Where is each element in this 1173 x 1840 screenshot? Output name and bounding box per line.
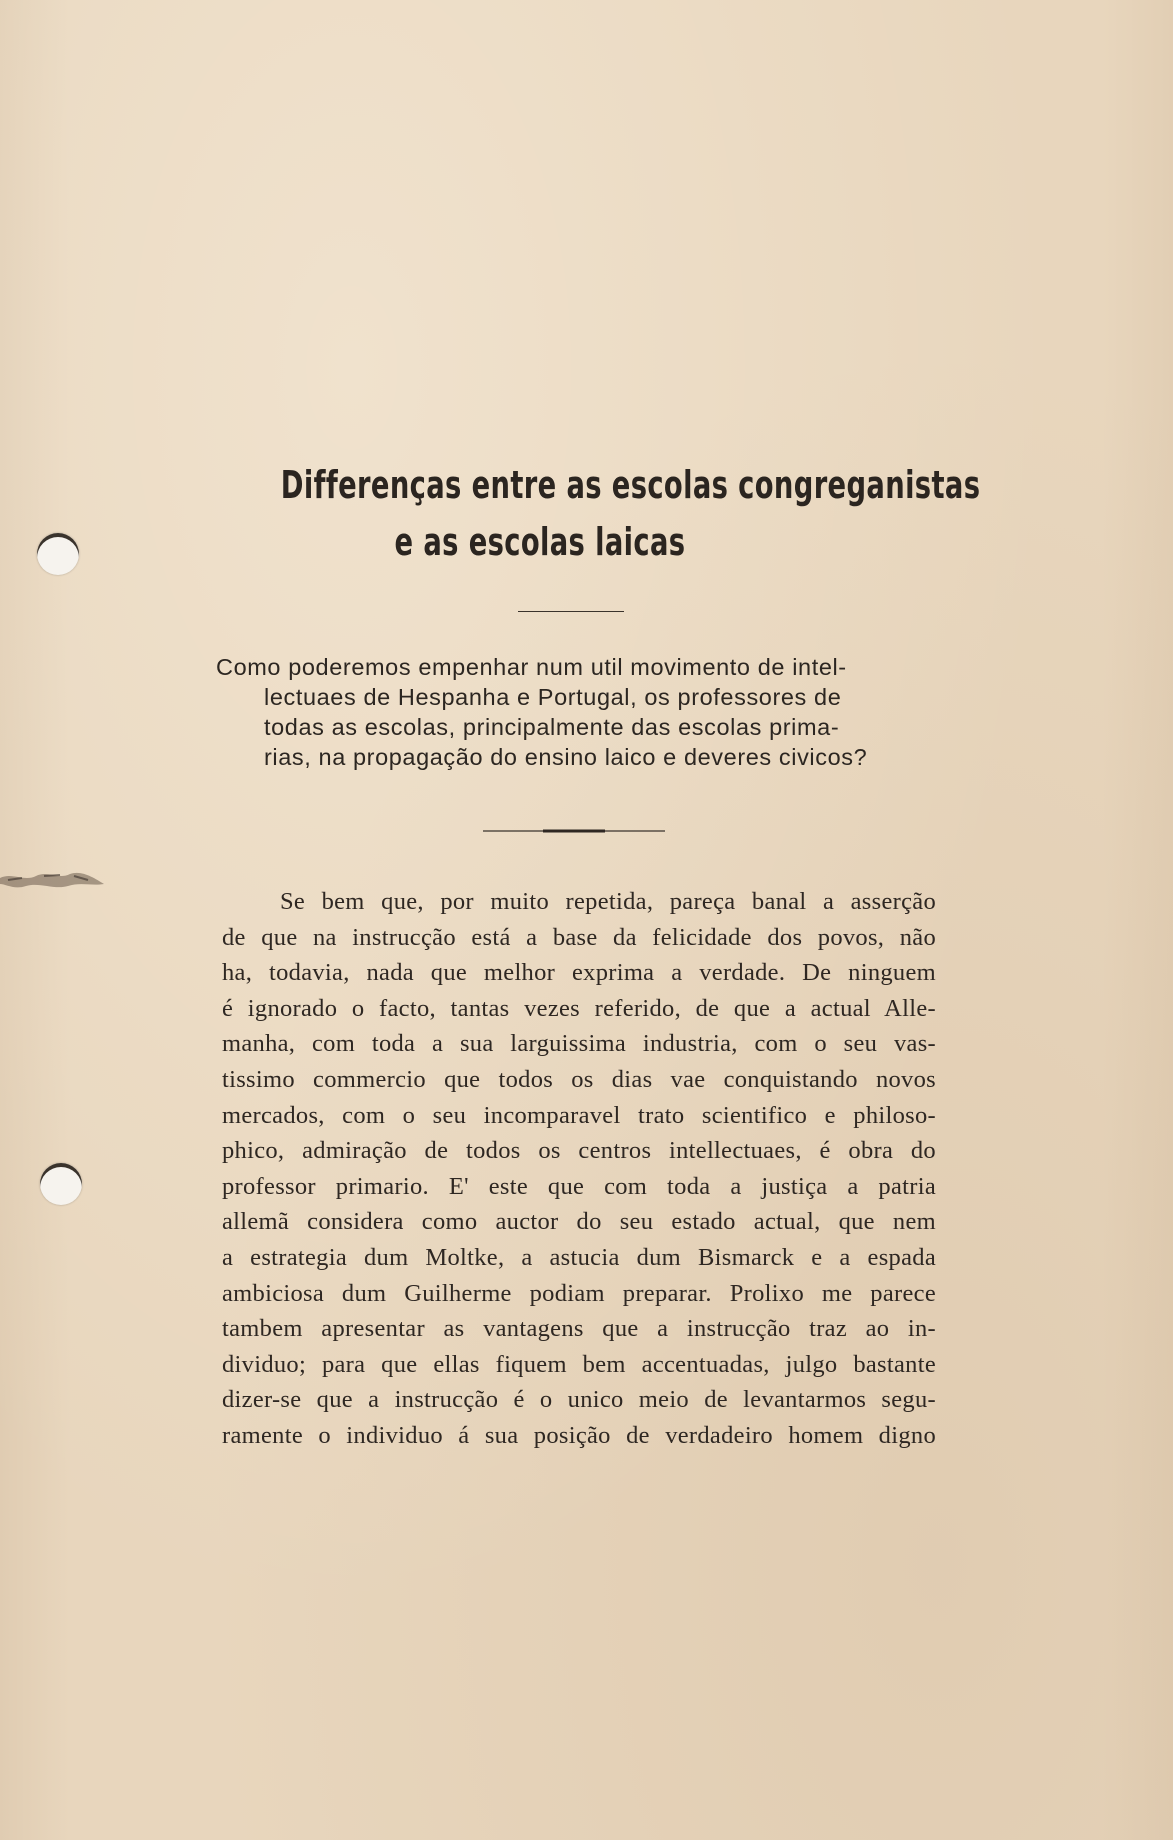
body-line: dividuo; para que ellas fiquem bem accentuadas, julgo bastante [222, 1350, 936, 1378]
subtitle-line: lectuaes de Hespanha e Portugal, os professores de [264, 684, 842, 710]
paper-damage-mark [0, 862, 110, 898]
body-line: allemã considera como auctor do seu estado actual, que nem [222, 1208, 936, 1236]
body-line: tissimo commercio que todos os dias vae conquistando novos [222, 1065, 936, 1093]
title-divider [518, 611, 624, 612]
heading-line-2: e as escolas laicas [394, 520, 686, 564]
body-line: tambem apresentar as vantagens que a instrucção traz ao in- [222, 1315, 936, 1343]
body-line: phico, admiração de todos os centros intellectuaes, é obra do [222, 1137, 936, 1165]
subtitle-line: todas as escolas, principalmente das escolas prima- [264, 714, 840, 740]
punch-hole-bottom [40, 1163, 82, 1205]
subtitle-question [216, 652, 930, 772]
body-line: ramente o individuo á sua posição de verdadeiro homem digno [222, 1421, 936, 1449]
body-line: ha, todavia, nada que melhor exprima a verdade. De ninguem [222, 959, 936, 987]
body-line: ambiciosa dum Guilherme podiam preparar. Prolixo me parece [222, 1279, 936, 1307]
body-line: manha, com toda a sua larguissima industria, com o seu vas- [222, 1030, 936, 1058]
body-paragraph [222, 884, 936, 1454]
body-line: mercados, com o seu incomparavel trato scientifico e philoso- [222, 1101, 936, 1129]
subtitle-line: rias, na propagação do ensino laico e deveres civicos? [264, 744, 868, 770]
subtitle-line: Como poderemos empenhar num util movimento de intel- [216, 654, 847, 680]
section-ornament-rule [483, 828, 665, 834]
body-line: de que na instrucção está a base da felicidade dos povos, não [222, 923, 936, 951]
heading-line-1: Differenças entre as escolas congreganistas [280, 463, 981, 507]
body-line: é ignorado o facto, tantas vezes referido, de que a actual Alle- [222, 994, 936, 1022]
punch-hole-top [37, 533, 79, 575]
body-line: professor primario. E' este que com toda a justiça a patria [222, 1172, 936, 1200]
body-line: dizer-se que a instrucção é o unico meio de levantarmos segu- [222, 1386, 936, 1414]
body-line: a estrategia dum Moltke, a astucia dum Bismarck e a espada [222, 1243, 936, 1271]
body-line: Se bem que, por muito repetida, pareça banal a asserção [280, 888, 936, 915]
